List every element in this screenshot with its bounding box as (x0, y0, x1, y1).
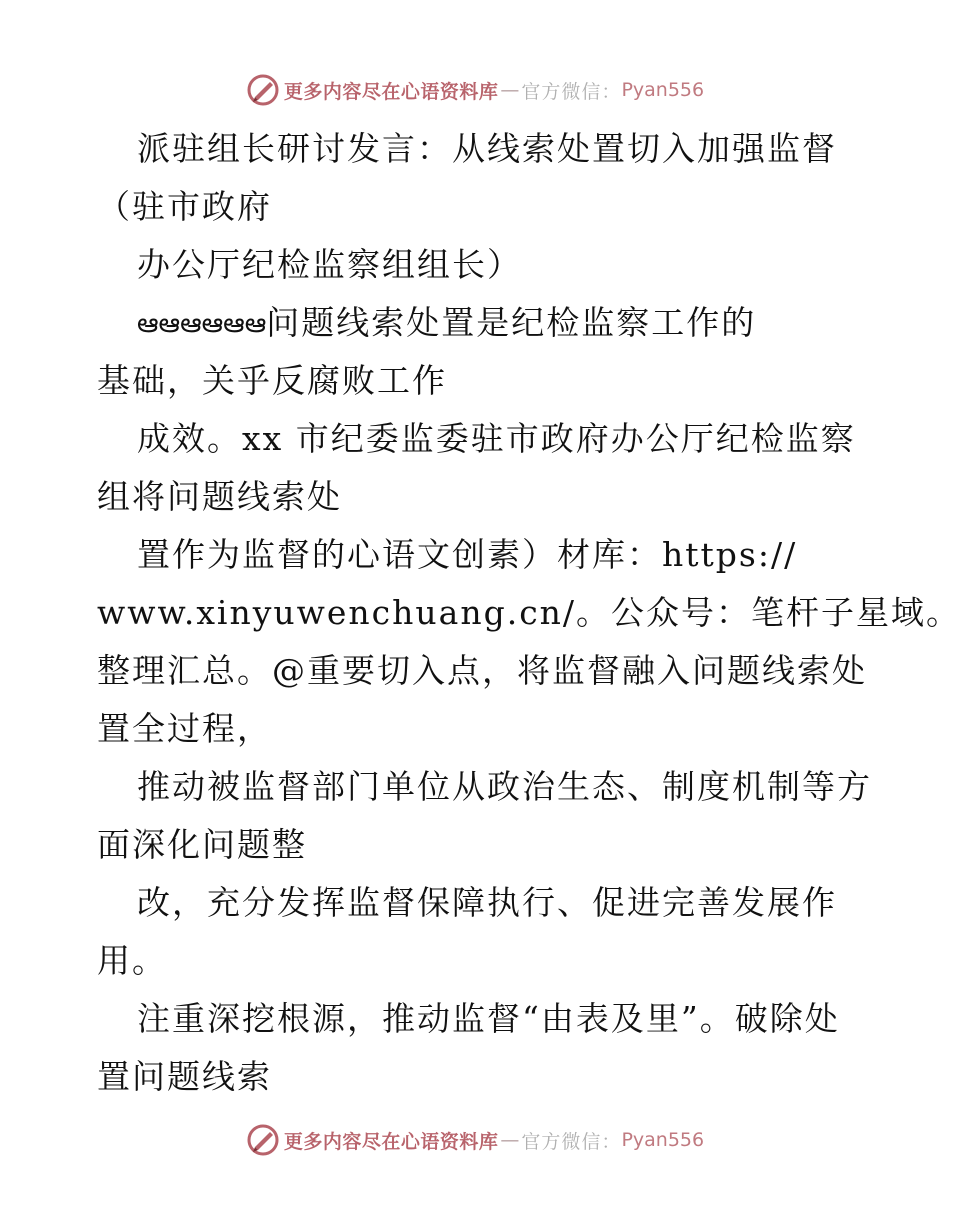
doc-line-url: www.xinyuwenchuang.cn/。公众号：笔杆子星域。 (97, 593, 961, 632)
doc-line: 置问题线索 (97, 1057, 272, 1096)
footer-banner (0, 1120, 950, 1160)
doc-title-line: 派驻组长研讨发言：从线索处置切入加强监督 (137, 129, 837, 168)
banner-wechat-label: 官方微信： (521, 1130, 622, 1153)
doc-line: 改，充分发挥监督保障执行、促进完善发展作 (137, 883, 837, 922)
ornament-glyphs: ఆఆఆఆఆఆ (137, 308, 267, 339)
banner-dash: — (500, 79, 520, 101)
doc-line-text: 问题线索处置是纪检监察工作的 (266, 303, 757, 342)
doc-line-with-ornament (97, 294, 857, 352)
doc-line: 用。 (97, 941, 167, 980)
doc-line: 组将问题线索处 (97, 477, 342, 516)
pen-logo-icon (246, 1123, 280, 1157)
banner-wechat-account: Pyan556 (621, 1129, 705, 1151)
doc-line: 注重深挖根源，推动监督“由表及里”。破除处 (137, 999, 840, 1038)
banner-wechat-account: Pyan556 (621, 79, 705, 101)
banner-dash: — (500, 1129, 520, 1151)
doc-line: （驻市政府 (97, 187, 272, 226)
doc-line: 基础，关乎反腐败工作 (97, 361, 447, 400)
pen-logo-icon (246, 73, 280, 107)
doc-line: 整理汇总。@重要切入点，将监督融入问题线索处 (97, 651, 867, 690)
header-banner (0, 70, 950, 110)
banner-site-text: 更多内容尽在心语资料库 (283, 1130, 499, 1153)
doc-line: 置作为监督的心语文创素）材库：https:// (137, 535, 798, 574)
document-body (97, 120, 961, 1106)
doc-line: 面深化问题整 (97, 825, 307, 864)
banner-wechat-label: 官方微信： (521, 80, 622, 103)
doc-line: 推动被监督部门单位从政治生态、制度机制等方 (137, 767, 872, 806)
doc-line: 置全过程， (97, 709, 272, 748)
doc-line: 成效。xx 市纪委监委驻市政府办公厅纪检监察 (137, 419, 856, 458)
doc-line: 办公厅纪检监察组组长） (137, 245, 522, 284)
banner-site-text: 更多内容尽在心语资料库 (283, 80, 499, 103)
